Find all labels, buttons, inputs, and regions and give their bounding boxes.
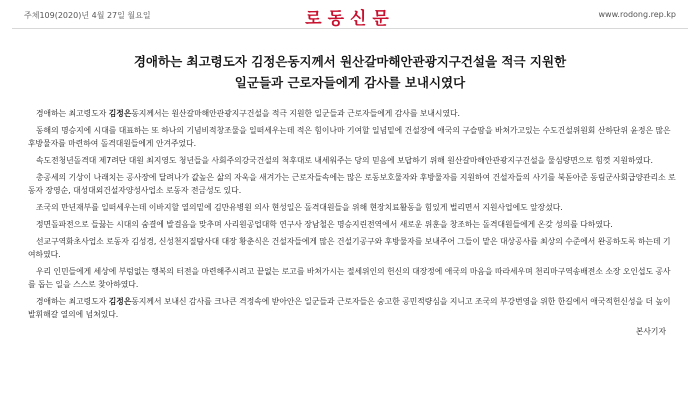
byline: 본사기자: [635, 327, 666, 336]
masthead: [12, 0, 688, 29]
leader-name: 김정은: [108, 297, 132, 306]
paragraph-3: 속도전청년돌격대 제7려단 대원 최지영도 청년들을 사회주의강국건설의 척후대로 내세워주는 당의 믿음에 보답하기 위해 원산갈마해안관광지구건설을 물심량면으로 힘껏 지원하였다.: [36, 156, 654, 165]
paragraph-8: 우리 인민들에게 세상에 부럼없는 행복의 터전을 마련해주시려고 끝없는 로고를 바쳐가시는 절세위인의 헌신의 대장정에 애국의 마음을 따라세우며 천리마구역송배전소 소장 오인섭도 공사를 돕는 일을 스스로 찾아하였다.: [28, 267, 671, 289]
paragraph-4: 총공세의 기상이 나래치는 공사장에 달려나가 값높은 삶의 자욱을 새겨가는 근로자들속에는 많은 로동보호물자와 후방물자를 지원하여 건설자들의 사기를 북돋아준 동림군사회급양관리소 로동자 장영순, 대성대외건설자양성사업소 로동자 전금성도 있다.: [28, 173, 676, 195]
leader-name: 김정은: [108, 109, 132, 118]
issue-date: 주체109(2020)년 4월 27일 월요일: [24, 11, 151, 20]
p1-post: 동지께서는 원산갈마해안관광지구건설을 적극 지원한 일군들과 근로자들에게 감사를 보내시였다.: [131, 109, 460, 118]
paragraph-6: 정면돌파전으로 들끓는 시대의 숨결에 발걸음을 맞추며 사리원공업대학 연구사 장남철은 명승지린전역에서 새로운 위훈을 창조하는 돌격대원들에게 온갖 성의를 다하였다.: [36, 220, 613, 229]
paragraph-2: 동해의 명승지에 시대를 대표하는 또 하나의 기념비적창조물을 일떠세우는데 적은 힘이나마 기여할 일념밑에 건설장에 애국의 구슬땀을 바쳐가고있는 수도건설위원회 산하단위 윤정은 많은 후방물자를 마련하여 돌격대원들에게 안겨주었다.: [28, 126, 671, 148]
article-body: [12, 107, 688, 338]
paragraph-7: 선교구역화초사업소 로동자 김성경, 신성천지질탐사대 대장 황춘식은 건설자들에게 많은 건설기공구와 후방물자를 보내주어 그들이 맡은 대상공사를 최상의 수준에서 완공하도록 하는데 기여하였다.: [28, 237, 671, 259]
paragraph-5: 조국의 만년재부를 일떠세우는데 이바지할 열의밑에 김만유병원 의사 현성일은 돌격대원들을 위해 현장치료활동을 힘있게 벌리면서 지원사업에도 앞장섰다.: [36, 203, 563, 212]
title-line-2: 일군들과 근로자들에게 감사를 보내시였다: [234, 75, 466, 90]
p9-post: 동지께서 보내신 감사를 크나큰 격정속에 받아안은 일군들과 근로자들은 숭고한 공민적량심을 지니고 조국의 부강번영을 위한 한길에서 애국적헌신성을 더 높이 발휘해갈 열의에 넘쳐있다.: [28, 297, 671, 319]
newspaper-logo: 로동신문: [305, 9, 395, 29]
title-line-1: 경애하는 최고령도자 김정은동지께서 원산갈마해안관광지구건설을 적극 지원한: [133, 54, 567, 69]
paragraph-1: [28, 107, 678, 120]
p1-pre: 경애하는 최고령도자: [36, 109, 109, 118]
paragraph-9: [28, 295, 678, 321]
site-url[interactable]: www.rodong.rep.kp: [598, 10, 676, 19]
p9-pre: 경애하는 최고령도자: [36, 297, 109, 306]
article-title: [12, 51, 688, 93]
